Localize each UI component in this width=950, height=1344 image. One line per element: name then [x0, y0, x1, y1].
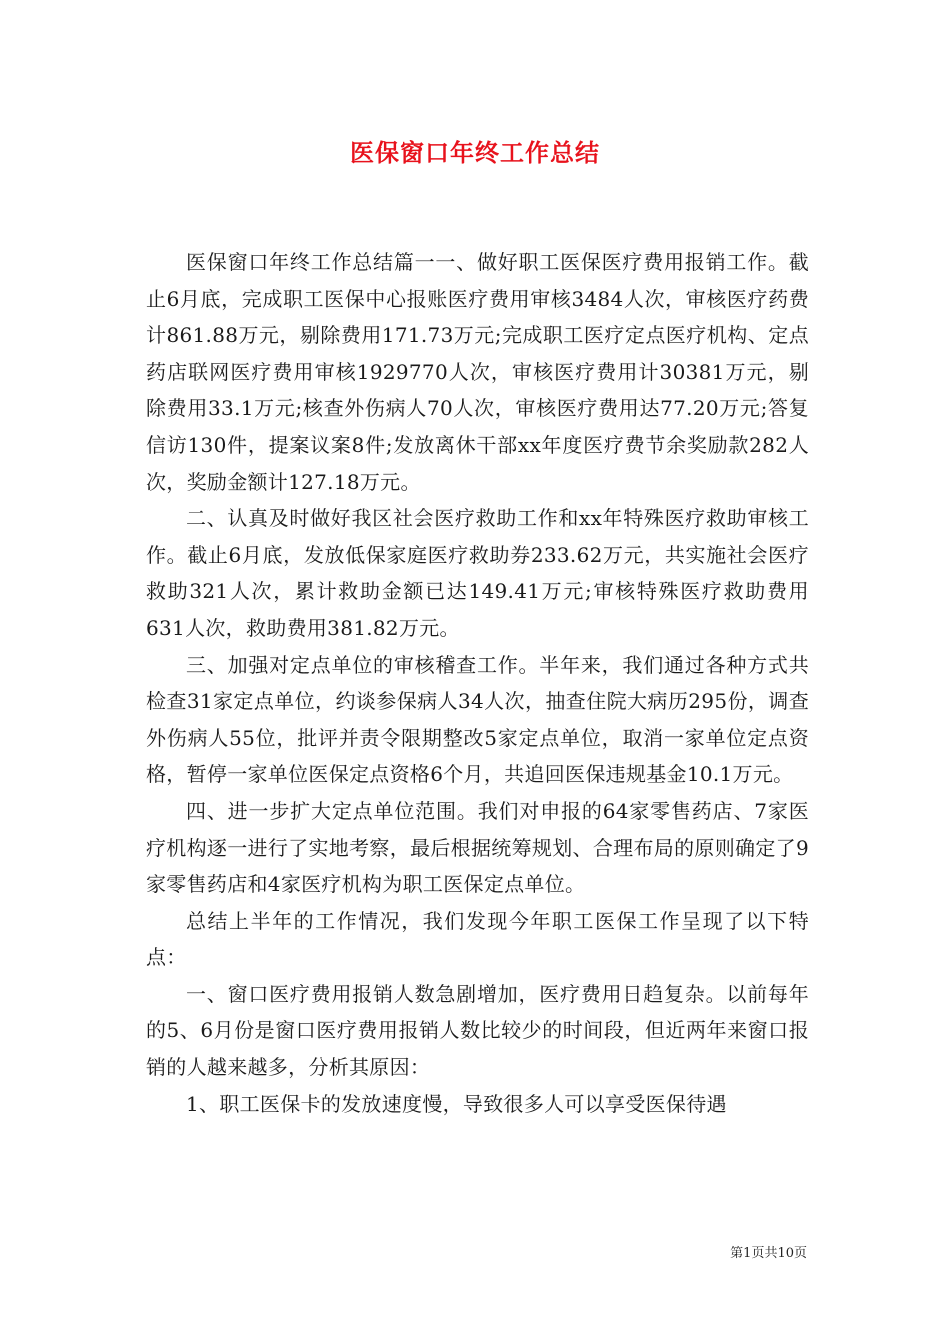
paragraph-1: 医保窗口年终工作总结篇一一、做好职工医保医疗费用报销工作。截止6月底，完成职工医保中心报账医疗费用审核3484人次，审核医疗药费计861.88万元，剔除费用171.73万元;完成职工医疗定点医疗机构、定点药店联网医疗费用审核1929770人次，审核医疗费用计30381万元，剔除费用33.1万元;核查外伤病人70人次，审核医疗费用达77.20万元;答复信访130件，提案议案8件;发放离休干部xx年度医疗费节余奖励款282人次，奖励金额计127.18万元。: [146, 250, 809, 494]
document-title: 医保窗口年终工作总结: [350, 139, 600, 167]
paragraph-2: 二、认真及时做好我区社会医疗救助工作和xx年特殊医疗救助审核工作。截止6月底，发放低保家庭医疗救助券233.62万元，共实施社会医疗救助321人次，累计救助金额已达149.41万元;审核特殊医疗救助费用631人次，救助费用381.82万元。: [146, 506, 809, 640]
paragraph-7: 1、职工医保卡的发放速度慢，导致很多人可以享受医保待遇: [186, 1091, 727, 1116]
page-number: 第1页共10页: [730, 1246, 807, 1261]
paragraph-3: 三、加强对定点单位的审核稽查工作。半年来，我们通过各种方式共检查31家定点单位，约谈参保病人34人次，抽查住院大病历295份，调查外伤病人55位，批评并责令限期整改5家定点单位，取消一家单位定点资格，暂停一家单位医保定点资格6个月，共追回医保违规基金10.1万元。: [146, 652, 809, 787]
paragraph-5: 总结上半年的工作情况，我们发现今年职工医保工作呈现了以下特点：: [146, 908, 809, 970]
paragraph-4: 四、进一步扩大定点单位范围。我们对申报的64家零售药店、7家医疗机构逐一进行了实地考察，最后根据统筹规划、合理布局的原则确定了9家零售药店和4家医疗机构为职工医保定点单位。: [146, 798, 809, 897]
paragraph-6: 一、窗口医疗费用报销人数急剧增加，医疗费用日趋复杂。以前每年的5、6月份是窗口医疗费用报销人数比较少的时间段，但近两年来窗口报销的人越来越多，分析其原因：: [146, 981, 809, 1080]
document-body: [146, 244, 809, 1122]
